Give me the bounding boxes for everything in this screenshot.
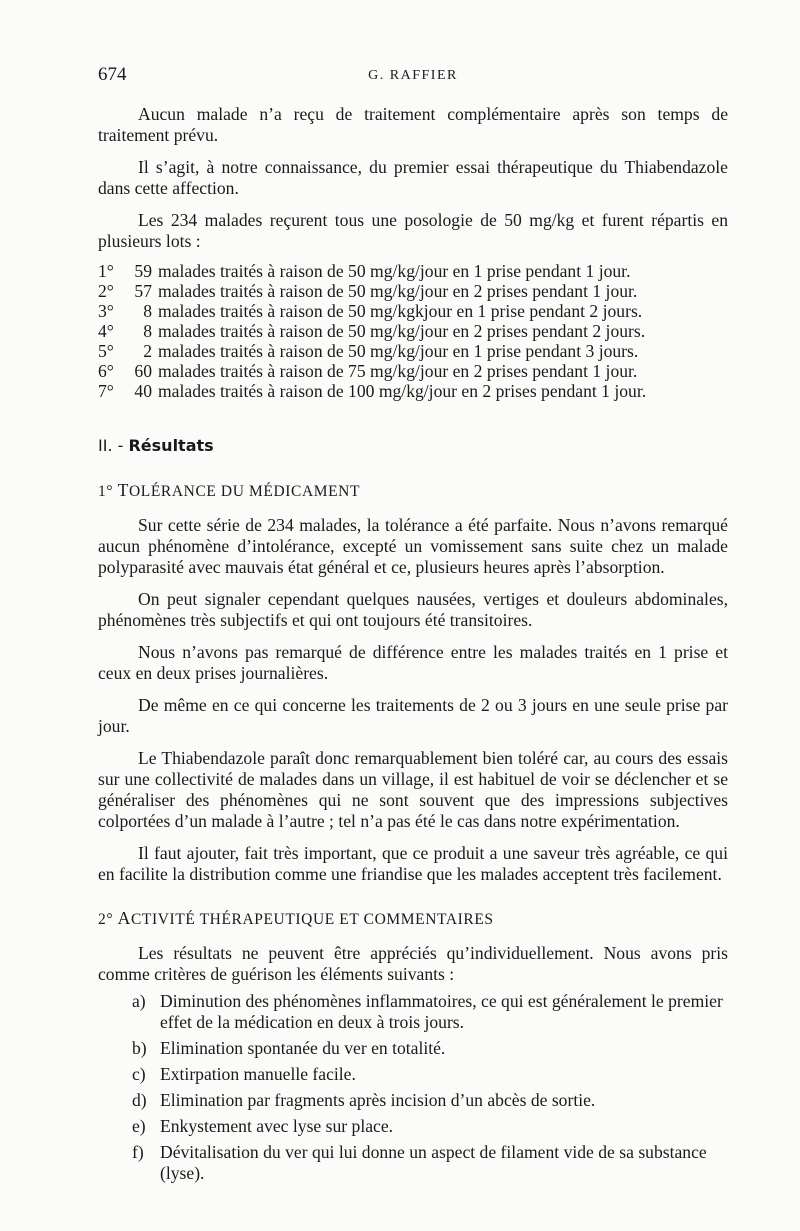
criterion-text: Enkystement avec lyse sur place. [160, 1116, 394, 1136]
paragraph: Les résultats ne peuvent être appréciés qu’individuellement. Nous avons pris comme critères de guérison les éléments suivants : [98, 943, 728, 984]
criterion-item [98, 1116, 728, 1137]
subsection-title: CTIVITÉ THÉRAPEUTIQUE ET COMMENTAIRES [130, 911, 494, 928]
paragraph: Aucun malade n’a reçu de traitement complémentaire après son temps de traitement prévu. [98, 104, 728, 145]
criterion-letter: b) [132, 1038, 147, 1058]
criterion-item [98, 991, 728, 1033]
lot-row [98, 261, 728, 281]
subsection-number: 2° [98, 911, 114, 928]
subsection-title: OLÉRANCE DU MÉDICAMENT [129, 483, 361, 500]
lot-number: 6° [98, 361, 114, 381]
lot-count: 2 [143, 341, 152, 361]
page [98, 58, 728, 1189]
lot-count: 8 [143, 321, 152, 341]
lot-list [98, 261, 728, 401]
criterion-letter: d) [132, 1090, 147, 1110]
lot-number: 7° [98, 381, 114, 401]
lot-row [98, 341, 728, 361]
paragraph: Il s’agit, à notre connaissance, du premier essai thérapeutique du Thiabendazole dans cette affection. [98, 157, 728, 198]
criterion-letter: e) [132, 1116, 146, 1136]
lot-row [98, 321, 728, 341]
subsection-number: 1° [98, 483, 114, 500]
lot-count: 8 [143, 301, 152, 321]
section-title: Résultats [128, 436, 214, 455]
lot-number: 5° [98, 341, 114, 361]
criterion-text: Diminution des phénomènes inflammatoires, ce qui est généralement le premier effet de la médication en deux à trois jours. [160, 991, 723, 1032]
lot-number: 2° [98, 281, 114, 301]
paragraph: Nous n’avons pas remarqué de différence entre les malades traités en 1 prise et ceux en deux prises journalières. [98, 642, 728, 683]
criterion-item [98, 1064, 728, 1085]
paragraph: Sur cette série de 234 malades, la tolérance a été parfaite. Nous n’avons remarqué aucun phénomène d’intolérance, excepté un vomissement sans suite chez un malade polyparasité avec mauvais état général et ce, plusieurs heures après l’absorption. [98, 515, 728, 577]
criterion-item [98, 1038, 728, 1059]
criterion-text: Elimination spontanée du ver en totalité. [160, 1038, 446, 1058]
lot-count: 40 [134, 381, 152, 401]
lot-row [98, 361, 728, 381]
paragraph: Le Thiabendazole paraît donc remarquablement bien toléré car, au cours des essais sur une collectivité de malades dans un village, il est habituel de voir se déclencher et se généraliser des phénomènes qui ne sont souvent que des impressions subjectives colportées d’un malade à l’autre ; tel n’a pas été le cas dans notre expérimentation. [98, 748, 728, 831]
lot-row [98, 301, 728, 321]
paragraph: Les 234 malades reçurent tous une posologie de 50 mg/kg et furent répartis en plusieurs lots : [98, 210, 728, 251]
criterion-letter: a) [132, 991, 146, 1011]
criterion-text: Dévitalisation du ver qui lui donne un aspect de filament vide de sa substance (lyse). [160, 1142, 707, 1183]
criterion-item [98, 1090, 728, 1111]
subsection-initial: T [117, 480, 129, 500]
lot-text: malades traités à raison de 100 mg/kg/jour en 2 prises pendant 1 jour. [158, 381, 647, 401]
lot-number: 3° [98, 301, 114, 321]
subsection-initial: A [117, 908, 131, 928]
criterion-letter: c) [132, 1064, 146, 1084]
lot-text: malades traités à raison de 50 mg/kg/jour en 2 prises pendant 2 jours. [158, 321, 646, 341]
lot-text: malades traités à raison de 75 mg/kg/jour en 2 prises pendant 1 jour. [158, 361, 638, 381]
lot-text: malades traités à raison de 50 mg/kg/jour en 1 prise pendant 3 jours. [158, 341, 639, 361]
lot-row [98, 381, 728, 401]
subsection-heading [98, 479, 728, 503]
lot-text: malades traités à raison de 50 mg/kgkjour en 1 prise pendant 2 jours. [158, 301, 643, 321]
lot-count: 57 [134, 281, 152, 301]
criterion-text: Elimination par fragments après incision d’un abcès de sortie. [160, 1090, 596, 1110]
paragraph: On peut signaler cependant quelques nausées, vertiges et douleurs abdominales, phénomènes très subjectifs et qui ont toujours été transitoires. [98, 589, 728, 630]
criterion-text: Extirpation manuelle facile. [160, 1064, 356, 1084]
lot-row [98, 281, 728, 301]
running-head: G. RAFFIER [368, 68, 458, 83]
lot-text: malades traités à raison de 50 mg/kg/jour en 2 prises pendant 1 jour. [158, 281, 638, 301]
paragraph: De même en ce qui concerne les traitements de 2 ou 3 jours en une seule prise par jour. [98, 695, 728, 736]
criteria-list [98, 991, 728, 1184]
lot-number: 1° [98, 261, 114, 281]
lot-text: malades traités à raison de 50 mg/kg/jour en 1 prise pendant 1 jour. [158, 261, 631, 281]
page-header [98, 58, 728, 88]
section-heading [98, 435, 728, 457]
criterion-letter: f) [132, 1142, 144, 1162]
subsection-heading [98, 907, 728, 931]
paragraph: Il faut ajouter, fait très important, que ce produit a une saveur très agréable, ce qui en facilite la distribution comme une friandise que les malades acceptent très facilement. [98, 843, 728, 884]
section-number: II. - [98, 436, 124, 455]
criterion-item [98, 1142, 728, 1184]
lot-number: 4° [98, 321, 114, 341]
lot-count: 59 [134, 261, 152, 281]
lot-count: 60 [134, 361, 152, 381]
page-number: 674 [98, 64, 127, 85]
